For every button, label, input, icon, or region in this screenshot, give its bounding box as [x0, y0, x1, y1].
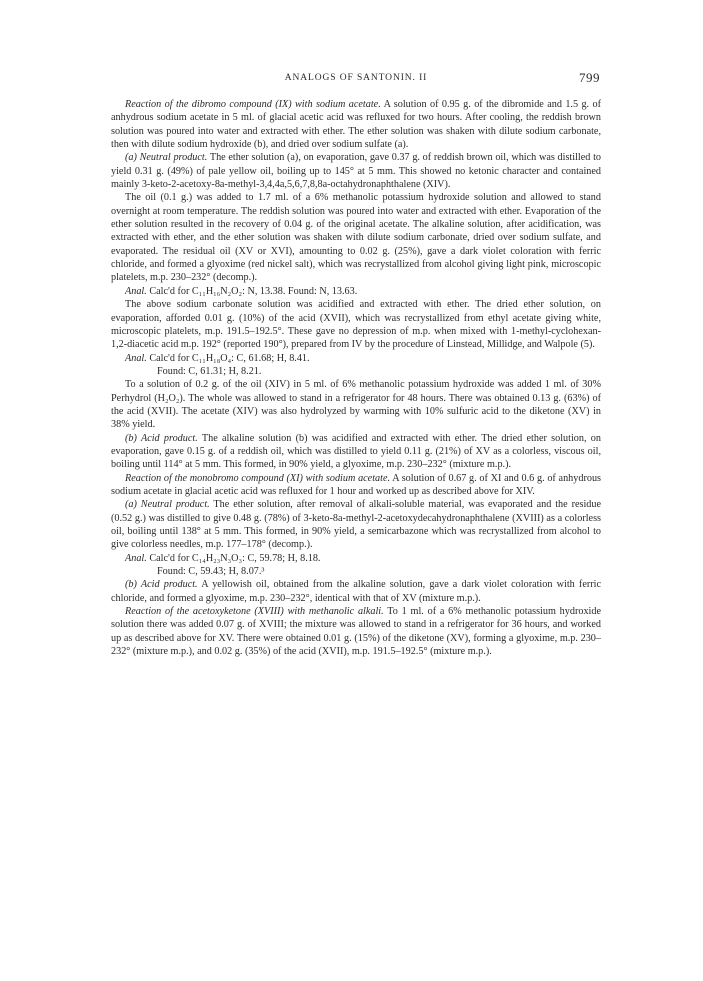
paragraph-text: The above sodium carbonate solution was acidified and extracted with ether. The dried ether solution, on evaporation, afforded 0.01 g. (10%) of the acid (XVII), which was recrystallized from ethyl acetate giving white, microscopic platelets, m.p. 191.5–192.5°. These gave no depression of m.p. when mixed with 1-methyl-cyclohexan-1,2-diacetic acid m.p. 192° (reported 190°), prepared from IV by the procedure of Linstead, Millidge, and Walpole (5). [111, 299, 601, 351]
paragraph [111, 98, 601, 151]
paragraph [111, 605, 601, 658]
analysis-found: Found: C, 59.43; H, 8.07.³ [157, 566, 265, 578]
running-head: ANALOGS OF SANTONIN. II [284, 73, 428, 83]
paragraph [111, 472, 601, 499]
paragraph [111, 191, 601, 284]
analysis-line [111, 552, 601, 565]
paragraph [111, 151, 601, 191]
analysis-label: Anal. [125, 285, 147, 297]
article-body [111, 98, 601, 658]
paragraph-text: The ether solution, after removal of alkali-soluble material, was evaporated and the residue (0.52 g.) was distilled to give 0.48 g. (78%) of 3-keto-8a-methyl-2-acetoxydecahydronaphthalene (XVIII) as a colorless oil, boiling until 138° at 5 mm. This formed, in 90% yield, a semicarbazone which was recrystallized from alcohol to give colorless needles, m.p. 177–178° (decomp.). [111, 499, 601, 551]
paragraph-label: (a) Neutral product. [125, 152, 208, 164]
paragraph-text: To a solution of 0.2 g. of the oil (XIV) in 5 ml. of 6% methanolic potassium hydroxide was added 1 ml. of 30% Perhydrol (H₂O₂). The whole was allowed to stand in a refrigerator for 48 hours. There was obtained 0.13 g. (63%) of the acid (XVII). The acetate (XIV) was also hydrolyzed by warming with 10% sulfuric acid to the diketone (XV) in 38% yield. [111, 379, 601, 431]
paragraph [111, 378, 601, 431]
analysis-text: Calc'd for C₁₁H₁₆N₂O₂: N, 13.38. Found: N, 13.63. [146, 285, 358, 297]
paragraph-text: To 1 ml. of a 6% methanolic potassium hydroxide solution there was added 0.07 g. of XVIII; the mixture was allowed to stand in a refrigerator for 36 hours, and worked up as described above for XV. There were obtained 0.01 g. (15%) of the diketone (XV), forming a glyoxime, m.p. 230–232° (mixture m.p.), and 0.02 g. (35%) of the acid (XVII), m.p. 191.5–192.5° (mixture m.p.). [111, 606, 601, 658]
paragraph [111, 578, 601, 605]
paragraph-text: A solution of 0.67 g. of XI and 0.6 g. of anhydrous sodium acetate in glacial acetic acid was refluxed for 1 hour and worked up as described above for XIV. [111, 472, 601, 497]
page-number: 799 [579, 70, 600, 85]
analysis-line [111, 352, 601, 365]
analysis-found: Found: C, 61.31; H, 8.21. [157, 365, 262, 377]
analysis-text: Calc'd for C₁₁H₁₈O₄: C, 61.68; H, 8.41. [146, 352, 310, 364]
analysis-label: Anal. [125, 552, 147, 564]
analysis-text: Calc'd for C₁₄H₂₃N₃O₃: C, 59.78; H, 8.18. [146, 552, 321, 564]
paragraph [111, 298, 601, 351]
paragraph-text: The ether solution (a), on evaporation, gave 0.37 g. of reddish brown oil, which was distilled to yield 0.31 g. (49%) of pale yellow oil, boiling up to 145° at 5 mm. This showed no ketonic character and contained mainly 3-keto-2-acetoxy-8a-methyl-3,4,4a,5,6,7,8,8a-octahydronaphthalene (XIV). [111, 152, 601, 191]
paragraph-label: Reaction of the acetoxyketone (XVIII) with methanolic alkali. [125, 606, 384, 618]
analysis-label: Anal. [125, 352, 147, 364]
page-header [112, 72, 600, 88]
paragraph-label: Reaction of the dibromo compound (IX) with sodium acetate. [125, 99, 381, 110]
paragraph-label: Reaction of the monobromo compound (XI) with sodium acetate. [125, 472, 391, 484]
paragraph-text: The alkaline solution (b) was acidified and extracted with ether. The dried ether solution, on evaporation, gave 0.15 g. of a reddish oil, which was distilled to yield 0.11 g. (21%) of XV as a colorless, viscous oil, boiling until 114° at 5 mm. This formed, in 90% yield, a glyoxime, m.p. 230–232° (mixture m.p.). [111, 432, 601, 471]
paragraph-label: (a) Neutral product. [125, 499, 210, 511]
paragraph [111, 498, 601, 551]
analysis-line [111, 285, 601, 298]
paragraph-text: A yellowish oil, obtained from the alkaline solution, gave a dark violet coloration with ferric chloride, and formed a glyoxime, m.p. 230–232°, identical with that of XV (mixture m.p.). [111, 579, 601, 604]
paragraph-text: A solution of 0.95 g. of the dibromide and 1.5 g. of anhydrous sodium acetate in 5 ml. of glacial acetic acid was refluxed for two hours. After cooling, the reddish brown solution was poured into water and extracted with ether. The ether solution was shaken with dilute sodium carbonate, then with dilute sodium hydroxide (b), and dried over sodium sulfate (a). [111, 99, 601, 151]
paragraph-text: The oil (0.1 g.) was added to 1.7 ml. of a 6% methanolic potassium hydroxide solution and allowed to stand overnight at room temperature. The reddish solution was poured into water and extracted with ether. Evaporation of the ether solution resulted in the recovery of 0.04 g. of the original acetate. The alkaline solution, after acidification, was extracted with ether, and the ether solution was shaken with dilute sodium carbonate, dried over sodium sulfate, and evaporated. The residual oil (XV or XVI), amounting to 0.02 g. (25%), gave a dark violet coloration with ferric chloride, and formed a glyoxime (red nickel salt), which was recrystallized from alcohol giving light pink, microscopic platelets, m.p. 230–232° (decomp.). [111, 192, 601, 284]
paragraph-label: (b) Acid product. [125, 579, 198, 591]
paragraph [111, 432, 601, 472]
paragraph-label: (b) Acid product. [125, 432, 198, 444]
